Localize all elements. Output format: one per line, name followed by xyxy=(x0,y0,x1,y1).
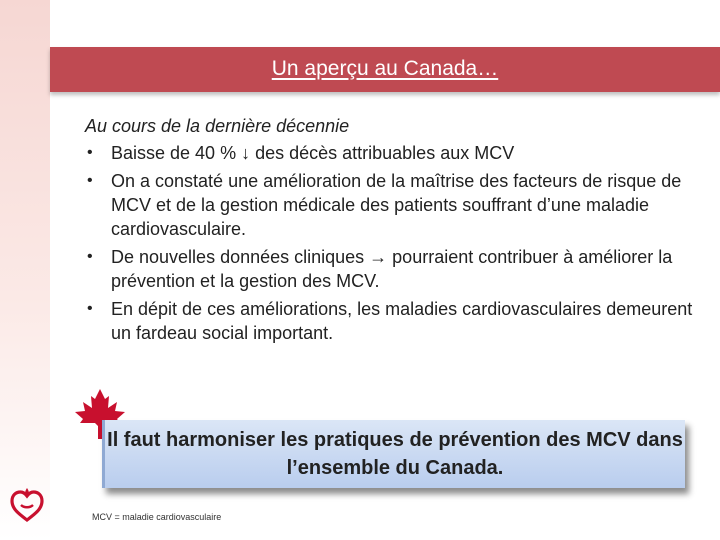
footnote: MCV = maladie cardiovasculaire xyxy=(92,512,222,522)
callout-box xyxy=(102,420,685,488)
bullet-marker: • xyxy=(87,144,93,161)
bullet-marker: • xyxy=(87,172,93,189)
left-decorative-bar xyxy=(0,0,50,540)
bullet-text: Baisse de 40 % ↓ des décès attribuables aux MCV xyxy=(111,143,515,163)
bullet-list xyxy=(85,141,695,345)
bullet-item xyxy=(85,245,695,293)
bullet-marker: • xyxy=(87,300,93,317)
intro-text: Au cours de la dernière décennie xyxy=(85,116,350,136)
bullet-item xyxy=(85,297,695,345)
callout-text: Il faut harmoniser les pratiques de prévention des MCV dans l’ensemble du Canada. xyxy=(107,429,683,479)
slide-title: Un aperçu au Canada… xyxy=(271,57,499,80)
bullet-item xyxy=(85,169,695,241)
slide-content xyxy=(85,114,695,349)
bullet-text: On a constaté une amélioration de la maîtrise des facteurs de risque de MCV et de la gestion médicale des patients souffrant d’une maladie cardiovasculaire. xyxy=(111,171,682,239)
heart-logo-icon xyxy=(6,484,48,526)
bullet-text: De nouvelles données cliniques → pourraient contribuer à améliorer la prévention et la gestion des MCV. xyxy=(111,247,673,291)
title-bar xyxy=(50,47,720,92)
bullet-text: En dépit de ces améliorations, les maladies cardiovasculaires demeurent un fardeau social important. xyxy=(111,299,693,343)
bullet-item xyxy=(85,141,695,165)
bullet-marker: • xyxy=(87,248,93,265)
